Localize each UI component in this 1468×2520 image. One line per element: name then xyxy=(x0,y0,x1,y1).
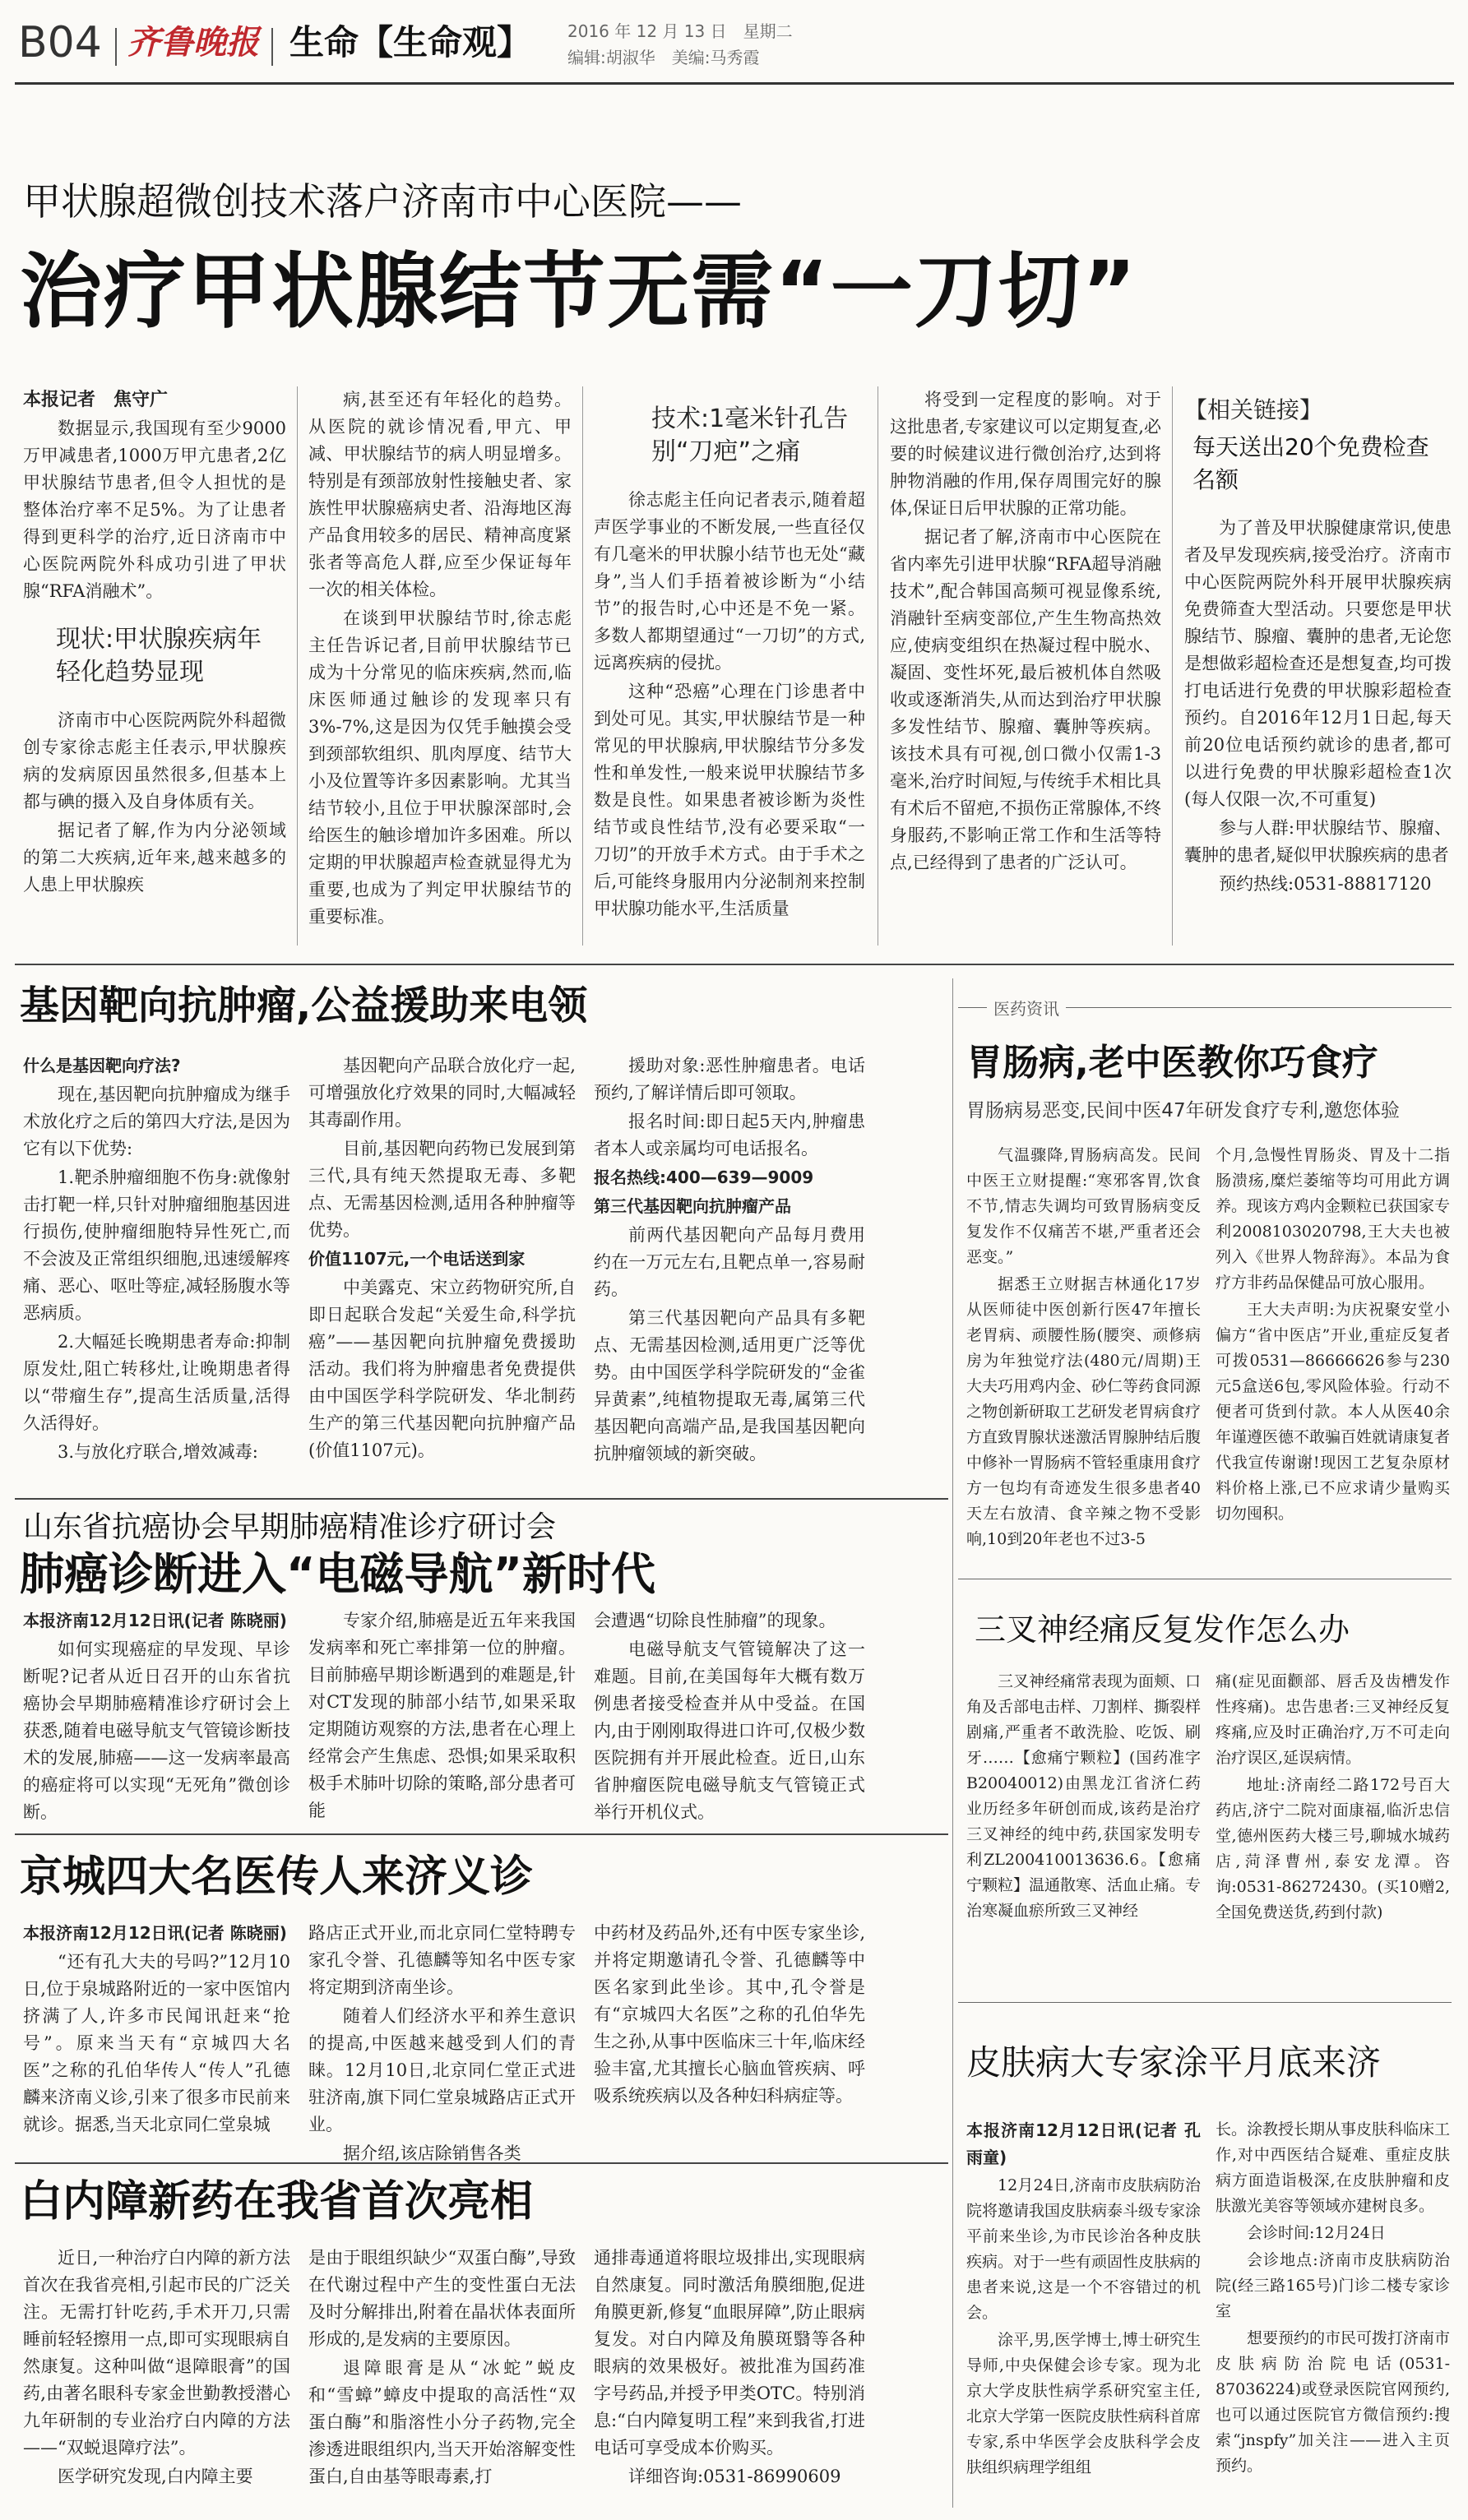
article5-title: 白内障新药在我省首次亮相 xyxy=(20,2177,534,2226)
article4-col2 xyxy=(308,1920,576,2169)
article1-paragraph: 徐志彪主任向记者表示,随着超声医学事业的不断发展,一些直径仅有几毫米的甲状腺小结节也无处“藏身”,当人们手捂着被诊断为“小结节”的报告时,心中还是不免一紧。多数人都期望通过“一刀切”的方式,远离疾病的侵扰。 xyxy=(594,490,865,673)
article1-kicker: 甲状腺超微创技术落户济南市中心医院—— xyxy=(23,179,742,224)
article4-paragraph: 中药材及药品外,还有中医专家坐诊,并将定期邀请孔令誉、孔德麟等中医名家到此坐诊。其中,孔令誉是有“京城四大名医”之称的孔伯华先生之孙,从事中医临床三十年,临床经验丰富,尤其擅长心脑血管疾病、呼吸系统疾病以及各种妇科病症等。 xyxy=(594,1923,865,2106)
sidebar-paragraph: 参与人群:甲状腺结节、腺瘤、囊肿的患者,疑似甲状腺疾病的患者 xyxy=(1184,818,1452,865)
article1-col1 xyxy=(23,386,286,900)
article7-paragraph: 痛(症见面颧部、唇舌及齿槽发作性疼痛)。忠告患者:三叉神经反复疼痛,应及时正确治疗,万不可走向治疗误区,延误病情。 xyxy=(1216,1672,1450,1767)
article3-paragraph: 如何实现癌症的早发现、早诊断呢?记者从近日召开的山东省抗癌协会早期肺癌精准诊疗研讨会上获悉,随着电磁导航支气管镜诊断技术的发展,肺癌——这一发病率最高的癌症将可以实现“无死角”微创诊断。 xyxy=(23,1639,290,1822)
article7-col2 xyxy=(1216,1669,1450,1927)
article7-paragraph: 三叉神经痛常表现为面颊、口角及舌部电击样、刀割样、撕裂样剧痛,严重者不敢洗脸、吃饭、刷牙……【愈痛宁颗粒】(国药准字B20040012)由黑龙江省济仁药业历经多年研创而成,该药是治疗三叉神经的纯中药,获国家发明专利ZL200410013636.6。【愈痛宁颗粒】温通散寒、活血止痛。专治寒凝血瘀所致三叉神经 xyxy=(966,1672,1202,1920)
article3-byline: 本报济南12月12日讯(记者 陈晓丽) xyxy=(23,1611,287,1630)
article1-subhead: 现状:甲状腺疾病年轻化趋势显现 xyxy=(56,625,262,687)
article6-paragraph: 王大夫声明:为庆祝聚安堂小偏方“省中医店”开业,重症反复者可拨0531—86666626参与230元5盒送6包,零风险体验。行动不便者可货到付款。本人从医40余年谨遵医德不敢骗百姓就请康复者代我宣传谢谢!现因工艺复杂原材料价格上涨,已不应求请少量购买切勿囤积。 xyxy=(1216,1301,1451,1523)
article3-col2 xyxy=(308,1607,576,1826)
column-divider xyxy=(1172,386,1173,946)
article2-paragraph: 现在,基因靶向抗肿瘤成为继手术放化疗之后的第四大疗法,是因为它有以下优势: xyxy=(23,1084,290,1158)
column-divider xyxy=(297,386,298,946)
section-rule xyxy=(15,1498,948,1500)
article8-paragraph: 长。涂教授长期从事皮肤科临床工作,对中西医结合疑难、重症皮肤病方面造诣极深,在皮肤肿瘤和皮肤激光美容等领域亦建树良多。 xyxy=(1216,2120,1451,2215)
article6-title: 胃肠病,老中医教你巧食疗 xyxy=(966,1042,1378,1084)
article2-paragraph: 第三代基因靶向产品具有多靶点、无需基因检测,适用更广泛等优势。由中国医学科学院研发的“金雀异黄素”,纯植物提取无毒,属第三代基因靶向高端产品,是我国基因靶向抗肿瘤领域的新突破。 xyxy=(594,1308,865,1463)
article1-paragraph: 病,甚至还有年轻化的趋势。从医院的就诊情况看,甲亢、甲减、甲状腺结节的病人明显增多。特别是有颈部放射性接触史者、家族性甲状腺癌病史者、沿海地区海产品食用较多的居民、精神高度紧张者等高危人群,应至少保证每年一次的相关体检。 xyxy=(308,390,572,599)
article5-paragraph: 是由于眼组织缺少“双蛋白酶”,导致在代谢过程中产生的变性蛋白无法及时分解排出,附着在晶状体表面所形成的,是发病的主要原因。 xyxy=(308,2248,576,2349)
article6-paragraph: 气温骤降,胃肠病高发。民间中医王立财提醒:“寒邪客胃,饮食不节,情志失调均可致胃肠病变反复发作不仅痛苦不堪,严重者还会恶变。” xyxy=(966,1146,1201,1266)
article8-byline: 本报济南12月12日讯(记者 孔雨童) xyxy=(966,2120,1201,2167)
article4-byline: 本报济南12月12日讯(记者 陈晓丽) xyxy=(23,1923,287,1943)
article1-paragraph: 在谈到甲状腺结节时,徐志彪主任告诉记者,目前甲状腺结节已成为十分常见的临床疾病,然而,临床医师通过触诊的发现率只有3%-7%,这是因为仅凭手触摸会受到颈部软组织、肌肉厚度、结节大小及位置等许多因素影响。尤其当结节较小,且位于甲状腺深部时,会给医生的触诊增加许多困难。所以定期的甲状腺超声检查就显得尤为重要,也成为了判定甲状腺结节的重要标准。 xyxy=(308,608,572,927)
article3-paragraph: 专家介绍,肺癌是近五年来我国发病率和死亡率排第一位的肿瘤。目前肺癌早期诊断遇到的难题是,针对CT发现的肺部小结节,如果采取定期随访观察的方法,患者在心理上经常会产生焦虑、恐惧;如果采取积极手术肺叶切除的策略,部分患者可能 xyxy=(308,1611,576,1820)
article2-paragraph: 3.与放化疗联合,增效减毒: xyxy=(58,1442,258,1462)
article6-col1 xyxy=(966,1143,1201,1554)
article1-col2 xyxy=(308,386,572,932)
article2-paragraph: 2.大幅延长晚期患者寿命:抑制原发灶,阻亡转移灶,让晚期患者得以“带瘤生存”,提高生活质量,活得久活得好。 xyxy=(23,1332,290,1433)
article4-paragraph: 随着人们经济水平和养生意识的提高,中医越来越受到人们的青睐。12月10日,北京同仁堂正式进驻济南,旗下同仁堂泉城路店正式开业。 xyxy=(308,2006,576,2134)
article6-paragraph: 据悉王立财据吉林通化17岁从医师徒中医创新行医47年擅长老胃病、顽腰性肠(腰突、顽修病房为年独觉疗法(480元/周期)王大夫巧用鸡内金、砂仁等药食同源之物创新研取工艺研发老胃病食疗方直致胃腺状迷激活胃腺肿结后腹中修补一胃肠病不管轻重康用食疗方一包均有奇迹发生很多患者40天左右放清、食辛辣之物不受影响,10到20年老也不过3-5 xyxy=(966,1275,1202,1548)
article8-col2 xyxy=(1216,2117,1450,2481)
article4-col1 xyxy=(23,1920,290,2140)
article1-subhead: 技术:1毫米针孔告别“刀疤”之痛 xyxy=(651,405,849,466)
article5-paragraph: 退障眼膏是从“冰蛇”蜕皮和“雪蟑”蟑皮中提取的高活性“双蛋白酶”和脂溶性小分子药物,完全渗透进眼组织内,当天开始溶解变性蛋白,自由基等眼毒素,打 xyxy=(308,2358,576,2486)
article3-col3 xyxy=(594,1607,865,1828)
header-divider xyxy=(271,28,273,66)
article4-paragraph: “还有孔大夫的号吗?”12月10日,位于泉城路附近的一家中医馆内挤满了人,许多市民闻讯赶来“抢号”。原来当天有“京城四大名医”之称的孔伯华传人“传人”孔德麟来济南义诊,引来了很多市民前来就诊。据悉,当天北京同仁堂泉城 xyxy=(23,1952,290,2134)
editors-line: 编辑:胡淑华 美编:马秀霞 xyxy=(567,48,760,67)
section-title: 生命【生命观】 xyxy=(289,22,532,62)
article2-paragraph: 援助对象:恶性肿瘤患者。电话预约,了解详情后即可领取。 xyxy=(594,1056,865,1103)
article4-col3 xyxy=(594,1920,865,2111)
header-divider xyxy=(115,28,117,66)
article4-title: 京城四大名医传人来济义诊 xyxy=(20,1852,534,1902)
article2-col2 xyxy=(308,1052,576,1466)
article5-col1 xyxy=(23,2245,290,2492)
article2-question: 第三代基因靶向抗肿瘤产品 xyxy=(594,1196,791,1216)
article2-paragraph: 报名时间:即日起5天内,肿瘤患者本人或亲属均可电话报名。 xyxy=(594,1112,865,1158)
section-rule xyxy=(15,964,1454,965)
article3-paragraph: 电磁导航支气管镜解决了这一难题。目前,在美国每年大概有数万例患者接受检查并从中受益。在国内,由于刚刚取得进口许可,仅极少数医院拥有并开展此检查。近日,山东省肿瘤医院电磁导航支气管镜正式举行开机仪式。 xyxy=(594,1639,865,1822)
article8-col1 xyxy=(966,2117,1201,2482)
article1-paragraph: 数据显示,我国现有至少9000万甲减患者,1000万甲亢患者,2亿甲状腺结节患者,但令人担忧的是整体治疗率不足5%。为了让患者得到更科学的治疗,近日济南市中心医院两院外科成功引进了甲状腺“RFA消融术”。 xyxy=(23,418,286,601)
sidebar-tag: 【相关链接】 xyxy=(1184,396,1323,423)
article6-tag: 医药资讯 xyxy=(987,999,1066,1019)
article6-col2 xyxy=(1216,1143,1450,1528)
article1-title: 治疗甲状腺结节无需“一刀切” xyxy=(20,243,1138,340)
article1-col3 xyxy=(594,403,865,924)
article2-question: 什么是基因靶向疗法? xyxy=(23,1056,181,1075)
article8-paragraph: 涂平,男,医学博士,博士研究生导师,中央保健会诊专家。现为北京大学皮肤性病学系研究室主任,北京大学第一医院皮肤性病科首席专家,系中华医学会皮肤科学会皮肤组织病理学组组 xyxy=(966,2331,1202,2476)
article7-col1 xyxy=(966,1669,1201,1926)
article2-paragraph: 1.靶杀肿瘤细胞不伤身:就像射击打靶一样,只针对肿瘤细胞基因进行损伤,使肿瘤细胞特异性死亡,而不会波及正常组织细胞,迅速缓解疼痛、恶心、呕吐等症,减轻肠腹水等恶病质。 xyxy=(23,1168,290,1323)
article1-paragraph: 将受到一定程度的影响。对于这批患者,专家建议可以定期复查,必要的时候建议进行微创治疗,达到将肿物消融的作用,保存周围完好的腺体,保证日后甲状腺的正常功能。 xyxy=(890,390,1161,518)
column-divider xyxy=(952,978,953,2508)
article4-paragraph: 据介绍,该店除销售各类 xyxy=(343,2143,521,2163)
article2-paragraph: 基因靶向产品联合放化疗一起,可增强放化疗效果的同时,大幅减轻其毒副作用。 xyxy=(308,1056,576,1130)
sidebar-hotline: 预约热线:0531-88817120 xyxy=(1219,874,1432,894)
article5-col3 xyxy=(594,2245,865,2492)
article8-paragraph: 会诊时间:12月24日 xyxy=(1247,2224,1386,2242)
masthead-logo: 齐鲁晚报 xyxy=(127,23,259,62)
article3-col1 xyxy=(23,1607,290,1828)
section-rule xyxy=(15,2162,948,2164)
article3-kicker: 山东省抗癌协会早期肺癌精准诊疗研讨会 xyxy=(23,1510,557,1544)
article5-paragraph: 近日,一种治疗白内障的新方法首次在我省亮相,引起市民的广泛关注。无需打针吃药,手术开刀,只需睡前轻轻擦用一点,即可实现眼病自然康复。这种叫做“退障眼膏”的国药,由著名眼科专家金世勤教授潜心九年研制的专业治疗白内障的方法——“双蜕退障疗法”。 xyxy=(23,2248,290,2458)
article2-question: 价值1107元,一个电话送到家 xyxy=(308,1249,526,1269)
article8-paragraph: 会诊地点:济南市皮肤病防治院(经三路165号)门诊二楼专家诊室 xyxy=(1216,2251,1450,2320)
sidebar-paragraph: 为了普及甲状腺健康常识,使患者及早发现疾病,接受治疗。济南市中心医院两院外科开展甲状腺疾病免费筛查大型活动。只要您是甲状腺结节、腺瘤、囊肿的患者,无论您是想做彩超检查还是想复查,均可拨打电话进行免费的甲状腺彩超检查预约。自2016年12月1日起,每天前20位电话预约就诊的患者,都可以进行免费的甲状腺彩超检查1次(每人仅限一次,不可重复) xyxy=(1184,518,1452,809)
article5-contact: 详细咨询:0531-86990609 xyxy=(628,2467,841,2486)
article2-col3 xyxy=(594,1052,865,1469)
article1-paragraph: 济南市中心医院两院外科超微创专家徐志彪主任表示,甲状腺疾病的发病原因虽然很多,但基本上都与碘的摄入及自身体质有关。 xyxy=(23,710,286,811)
article6-subtitle: 胃肠病易恶变,民间中医47年研发食疗专利,邀您体验 xyxy=(966,1100,1400,1121)
article3-paragraph: 会遭遇“切除良性肺瘤”的现象。 xyxy=(594,1611,836,1630)
article4-paragraph: 路店正式开业,而北京同仁堂特聘专家孔令誉、孔德麟等知名中医专家将定期到济南坐诊。 xyxy=(308,1923,576,1997)
header-rule xyxy=(15,82,1454,85)
page-number: B04 xyxy=(18,18,102,67)
article1-paragraph: 据记者了解,济南市中心医院在省内率先引进甲状腺“RFA超导消融技术”,配合韩国高频可视显像系统,消融针至病变部位,产生生物高热效应,使病变组织在热凝过程中脱水、凝固、变性坏死,最后被机体自然吸收或逐渐消失,从而达到治疗甲状腺多发性结节、腺瘤、囊肿等疾病。该技术具有可视,创口微小仅需1-3毫米,治疗时间短,与传统手术相比具有术后不留疤,不损伤正常腺体,不终身服药,不影响正常工作和生活等特点,已经得到了患者的广泛认可。 xyxy=(890,527,1161,872)
article2-col1 xyxy=(23,1052,290,1468)
article2-paragraph: 前两代基因靶向产品每月费用约在一万元左右,且靶点单一,容易耐药。 xyxy=(594,1225,865,1299)
article6-paragraph: 个月,急慢性胃肠炎、胃及十二指肠溃疡,糜烂萎缩等均可用此方调养。现该方鸡内金颗粒已获国家专利2008103020798,王大夫也被列入《世界人物辞海》。本品为食疗方非药品保健品可放心服用。 xyxy=(1216,1146,1451,1292)
article1-paragraph: 这种“恐癌”心理在门诊患者中到处可见。其实,甲状腺结节是一种常见的甲状腺病,甲状腺结节分多发性和单发性,一般来说甲状腺结节多数是良性。如果患者被诊断为炎性结节或良性结节,没有必要采取“一刀切”的开放手术方式。由于手术之后,可能终身服用内分泌制剂来控制甲状腺功能水平,生活质量 xyxy=(594,682,865,918)
ad-rule xyxy=(958,2002,1452,2003)
article2-title: 基因靶向抗肿瘤,公益援助来电领 xyxy=(20,983,588,1029)
article5-col2 xyxy=(308,2245,576,2492)
article2-paragraph: 中美露克、宋立药物研究所,自即日起联合发起“关爱生命,科学抗癌”——基因靶向抗肿瘤免费援助活动。我们将为肿瘤患者免费提供由中国医学科学院研发、华北制药生产的第三代基因靶向抗肿瘤产品(价值1107元)。 xyxy=(308,1278,576,1460)
issue-date: 2016 年 12 月 13 日 星期二 xyxy=(567,21,793,41)
article5-paragraph: 通排毒通道将眼垃圾排出,实现眼病自然康复。同时激活角膜细胞,促进角膜更新,修复“血眼屏障”,防止眼病复发。对白内障及角膜斑翳等各种眼病的效果极好。被批准为国药准字号药品,并授予甲类OTC。特别消息:“白内障复明工程”来到我省,打进电话可享受成本价购买。 xyxy=(594,2248,865,2458)
column-divider xyxy=(582,386,583,946)
article2-paragraph: 目前,基因靶向药物已发展到第三代,具有纯天然提取无毒、多靶点、无需基因检测,适用各种肿瘤等优势。 xyxy=(308,1139,576,1240)
article1-byline: 本报记者 焦守广 xyxy=(23,390,169,410)
article5-paragraph: 医学研究发现,白内障主要 xyxy=(58,2467,253,2486)
article2-hotline: 报名热线:400—639—9009 xyxy=(594,1168,814,1187)
article8-paragraph: 想要预约的市民可拨打济南市皮肤病防治院电话(0531-87036224)或登录医院官网预约,也可以通过医院官方微信预约:搜索“jnspfy”加关注——进入主页预约。 xyxy=(1216,2329,1451,2475)
article8-paragraph: 12月24日,济南市皮肤病防治院将邀请我国皮肤病泰斗级专家涂平前来坐诊,为市民诊治各种皮肤疾病。对于一些有顽固性皮肤病的患者来说,这是一个不容错过的机会。 xyxy=(966,2176,1202,2322)
article7-title: 三叉神经痛反复发作怎么办 xyxy=(975,1611,1350,1648)
article7-paragraph: 地址:济南经二路172号百大药店,济宁二院对面康福,临沂忠信堂,德州医药大楼三号,聊城水城药店,菏泽曹州,泰安龙潭。咨询:0531-86272430。(买10赠2,全国免费送货,药到付款) xyxy=(1216,1776,1450,1921)
section-rule xyxy=(15,1833,948,1835)
article1-col4 xyxy=(890,386,1161,878)
article3-title: 肺癌诊断进入“电磁导航”新时代 xyxy=(20,1548,655,1600)
article1-sidebar xyxy=(1184,395,1452,899)
article8-title: 皮肤病大专家涂平月底来济 xyxy=(966,2042,1382,2083)
article1-paragraph: 据记者了解,作为内分泌领域的第二大疾病,近年来,越来越多的人患上甲状腺疾 xyxy=(23,821,286,895)
sidebar-title: 每天送出20个免费检查名额 xyxy=(1192,433,1429,493)
